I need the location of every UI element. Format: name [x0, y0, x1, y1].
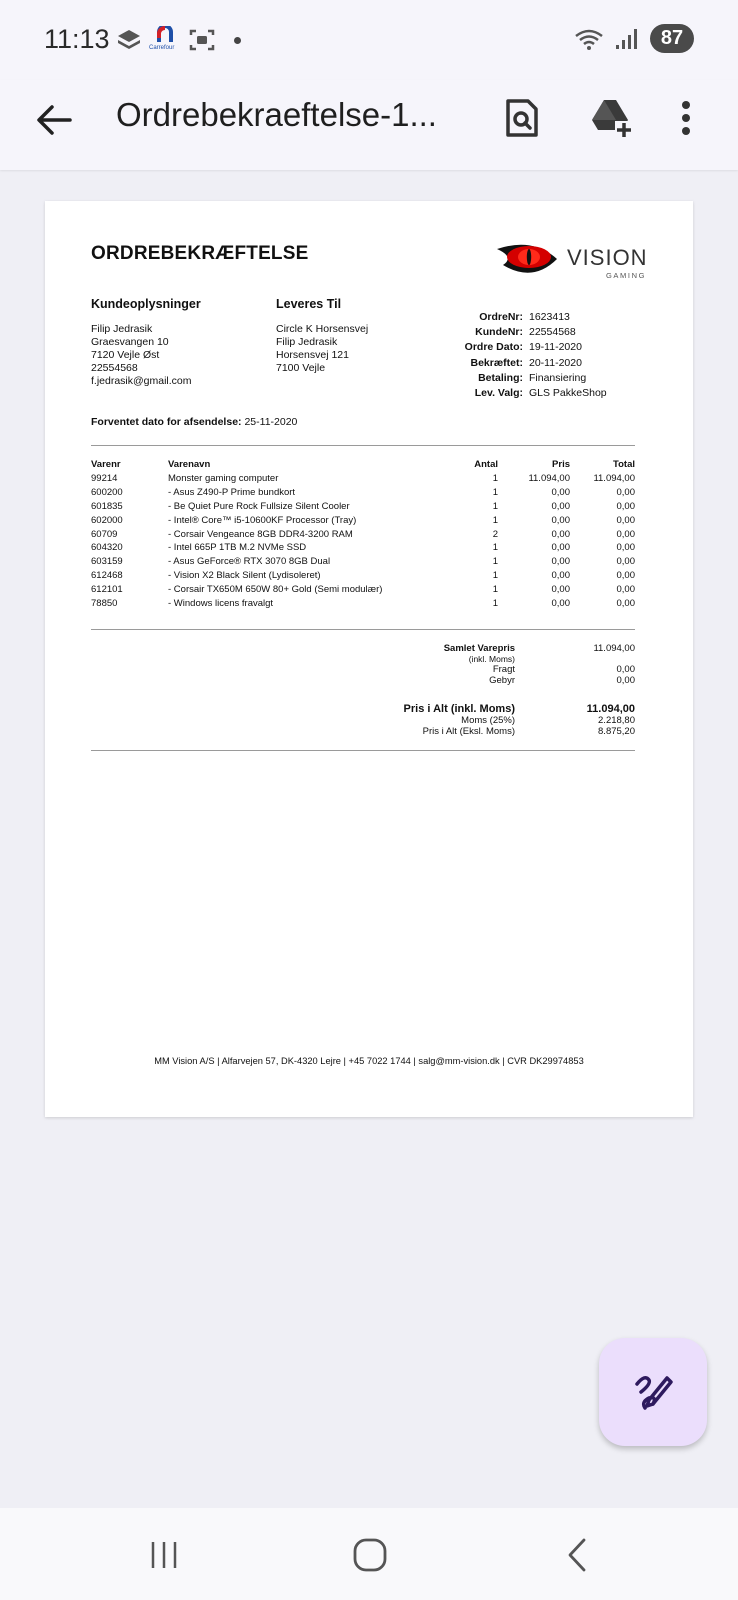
table-row: 604320 - Intel 665P 1TB M.2 NVMe SSD 1 0,00 0,00	[91, 542, 635, 554]
doc-heading: ORDREBEKRÆFTELSE	[91, 243, 309, 264]
meta-row: Lev. Valg: GLS PakkeShop	[474, 387, 607, 400]
home-button[interactable]	[345, 1530, 395, 1580]
table-row: 60709 - Corsair Vengeance 8GB DDR4-3200 RAM 2 0,00 0,00	[91, 528, 635, 540]
status-bar	[0, 0, 738, 80]
divider	[91, 750, 635, 751]
document-page[interactable]	[45, 201, 693, 1117]
system-nav-bar	[0, 1508, 738, 1600]
pen-annotate-icon	[631, 1370, 675, 1414]
wifi-icon	[574, 26, 604, 52]
meta-row: KundeNr: 22554568	[475, 325, 576, 338]
layers-icon	[116, 27, 142, 53]
table-row: 600200 - Asus Z490-P Prime bundkort 1 0,00 0,00	[91, 487, 635, 499]
meta-row: Ordre Dato: 19-11-2020	[464, 341, 582, 354]
recent-apps-button[interactable]	[139, 1530, 189, 1580]
table-row: 602000 - Intel® Core™ i5-10600KF Processor (Tray) 1 0,00 0,00	[91, 514, 635, 526]
meta-row: Betaling: Finansiering	[478, 371, 587, 384]
grand-total-block: Pris i Alt (inkl. Moms) 11.094,00 Moms (25%) 2.218,80 Pris i Alt (Eksl. Moms) 8.875,20	[403, 703, 635, 737]
table-row: 612101 - Corsair TX650M 650W 80+ Gold (Semi modulær) 1 0,00 0,00	[91, 583, 635, 595]
subtotal-block: Samlet Varepris 11.094,00 (inkl. Moms) Fragt 0,00 Gebyr 0,00	[443, 643, 635, 686]
back-arrow-icon	[34, 100, 74, 140]
status-time: 11:13	[44, 24, 110, 54]
battery-indicator: 87	[650, 24, 694, 53]
table-row: 601835 - Be Quiet Pure Rock Fullsize Silent Cooler 1 0,00 0,00	[91, 500, 635, 512]
table-row: 612468 - Vision X2 Black Silent (Lydisoleret) 1 0,00 0,00	[91, 569, 635, 581]
search-in-document-button[interactable]	[500, 96, 544, 140]
home-icon	[352, 1537, 388, 1573]
drive-add-icon	[590, 98, 634, 138]
delivery-heading: Leveres Til	[276, 297, 342, 311]
more-vert-icon	[681, 100, 691, 136]
app-bar	[0, 80, 738, 170]
store-app-icon: Carrefour	[150, 26, 180, 54]
expected-ship-date: Forventet dato for afsendelse: 25-11-2020	[91, 416, 298, 428]
add-to-drive-button[interactable]	[590, 96, 634, 140]
document-title: Ordrebekraeftelse-1...	[116, 96, 437, 133]
order-meta	[425, 309, 675, 401]
customer-address: Filip Jedrasik Graesvangen 10 7120 Vejle Øst 22554568 f.jedrasik@gmail.com	[91, 323, 192, 387]
table-row: 99214 Monster gaming computer 1 11.094,00 11.094,00	[91, 473, 635, 485]
meta-row: OrdreNr: 1623413	[479, 310, 570, 323]
back-button[interactable]	[34, 100, 74, 140]
brand-subtitle: GAMING	[606, 271, 647, 280]
recents-icon	[147, 1539, 181, 1571]
notification-dot	[234, 37, 241, 44]
back-nav-button[interactable]	[552, 1530, 602, 1580]
signal-icon	[614, 27, 640, 51]
order-items-table	[91, 456, 635, 610]
notification-icons	[116, 26, 241, 54]
customer-heading: Kundeoplysninger	[91, 297, 201, 311]
screenshot-icon	[188, 27, 216, 53]
company-footer: MM Vision A/S | Alfarvejen 57, DK-4320 Lejre | +45 7022 1744 | salg@mm-vision.dk | CVR DK29974853	[154, 1056, 584, 1066]
more-options-button[interactable]	[676, 96, 696, 140]
divider	[91, 445, 635, 446]
brand-name: VISION	[567, 245, 648, 270]
table-row: 78850 - Windows licens fravalgt 1 0,00 0,00	[91, 597, 635, 609]
annotate-button[interactable]	[599, 1338, 707, 1446]
table-row: 603159 - Asus GeForce® RTX 3070 8GB Dual 1 0,00 0,00	[91, 556, 635, 568]
search-document-icon	[504, 98, 540, 138]
meta-row: Bekræftet: 20-11-2020	[470, 356, 582, 369]
delivery-address: Circle K Horsensvej Filip Jedrasik Horsensvej 121 7100 Vejle	[276, 323, 369, 374]
divider	[91, 629, 635, 630]
back-chevron-icon	[562, 1537, 592, 1573]
table-header: Varenr Varenavn Antal Pris Total	[91, 458, 635, 470]
